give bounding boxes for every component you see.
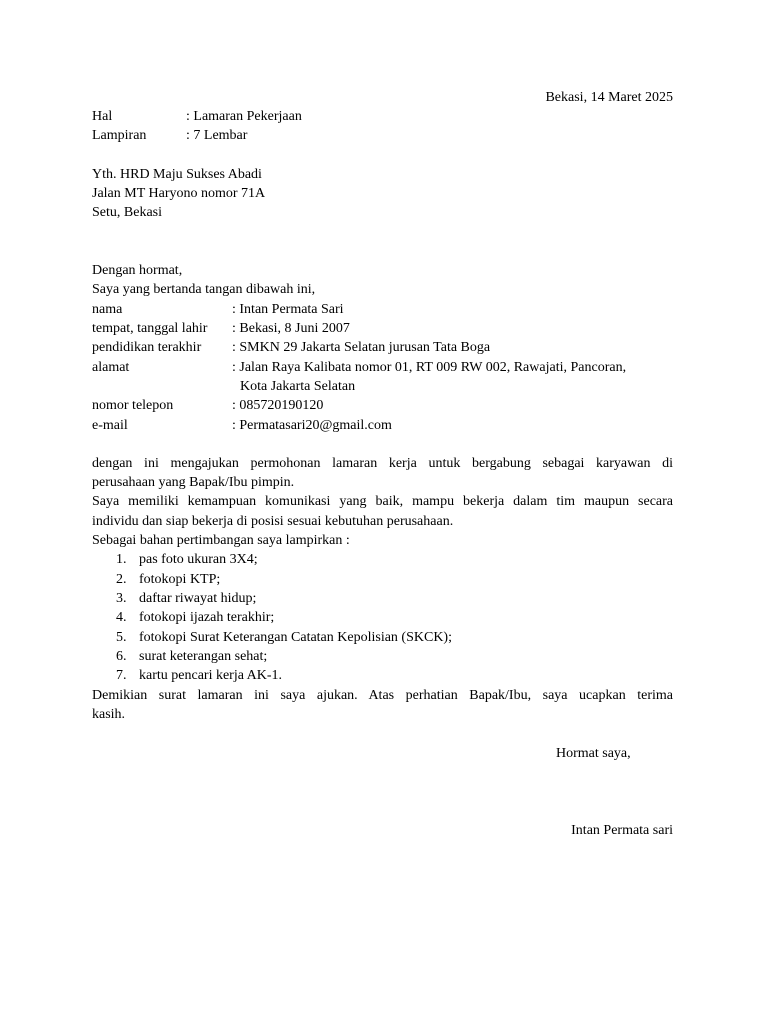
recipient-line-1: Yth. HRD Maju Sukses Abadi — [92, 167, 262, 182]
address-value-line-1: : Jalan Raya Kalibata nomor 01, RT 009 RW 002, Rawajati, Pancoran, — [232, 360, 627, 375]
signature-name: Intan Permata sari — [571, 823, 673, 838]
recipient-line-2: Jalan MT Haryono nomor 71A — [92, 186, 266, 201]
email-label: e-mail — [92, 418, 128, 433]
list-item-number: 7. — [116, 668, 127, 683]
address-value-line-2: Kota Jakarta Selatan — [240, 379, 356, 394]
address-label: alamat — [92, 360, 130, 375]
list-item-number: 5. — [116, 630, 127, 645]
phone-value: : 085720190120 — [232, 398, 324, 413]
intro-text: Saya yang bertanda tangan dibawah ini, — [92, 282, 316, 297]
list-item: kartu pencari kerja AK-1. — [139, 668, 283, 683]
attachments-intro: Sebagai bahan pertimbangan saya lampirkan : — [92, 533, 350, 548]
subject-label: Hal — [92, 109, 113, 124]
birth-label: tempat, tanggal lahir — [92, 321, 208, 336]
list-item: daftar riwayat hidup; — [139, 591, 257, 606]
para2-line-1: Saya memiliki kemampuan komunikasi yang baik, mampu bekerja dalam tim maupun secara — [92, 494, 673, 509]
birth-value: : Bekasi, 8 Juni 2007 — [232, 321, 350, 336]
name-value: : Intan Permata Sari — [232, 302, 344, 317]
recipient-line-3: Setu, Bekasi — [92, 205, 162, 220]
list-item: fotokopi Surat Keterangan Catatan Kepolisian (SKCK); — [139, 630, 452, 645]
place-date: Bekasi, 14 Maret 2025 — [545, 90, 673, 105]
education-value: : SMKN 29 Jakarta Selatan jurusan Tata Boga — [232, 340, 491, 355]
list-item-number: 4. — [116, 610, 127, 625]
closing-line-1: Demikian surat lamaran ini saya ajukan. Atas perhatian Bapak/Ibu, saya ucapkan terima — [92, 688, 673, 703]
para2-line-2: individu dan siap bekerja di posisi sesuai kebutuhan perusahaan. — [92, 514, 454, 529]
phone-label: nomor telepon — [92, 398, 174, 413]
para1-line-2: perusahaan yang Bapak/Ibu pimpin. — [92, 475, 295, 490]
list-item-number: 6. — [116, 649, 127, 664]
closing-line-2: kasih. — [92, 707, 126, 722]
list-item: surat keterangan sehat; — [139, 649, 268, 664]
education-label: pendidikan terakhir — [92, 340, 202, 355]
list-item: pas foto ukuran 3X4; — [139, 552, 258, 567]
attachment-label: Lampiran — [92, 128, 147, 143]
list-item-number: 2. — [116, 572, 127, 587]
attachment-value: : 7 Lembar — [186, 128, 248, 143]
list-item-number: 3. — [116, 591, 127, 606]
para1-line-1: dengan ini mengajukan permohonan lamaran kerja untuk bergabung sebagai karyawan di — [92, 456, 673, 471]
name-label: nama — [92, 302, 123, 317]
salutation: Hormat saya, — [556, 746, 631, 761]
email-value: : Permatasari20@gmail.com — [232, 418, 392, 433]
list-item: fotokopi KTP; — [139, 572, 221, 587]
list-item: fotokopi ijazah terakhir; — [139, 610, 275, 625]
greeting: Dengan hormat, — [92, 263, 183, 278]
list-item-number: 1. — [116, 552, 127, 567]
subject-value: : Lamaran Pekerjaan — [186, 109, 302, 124]
